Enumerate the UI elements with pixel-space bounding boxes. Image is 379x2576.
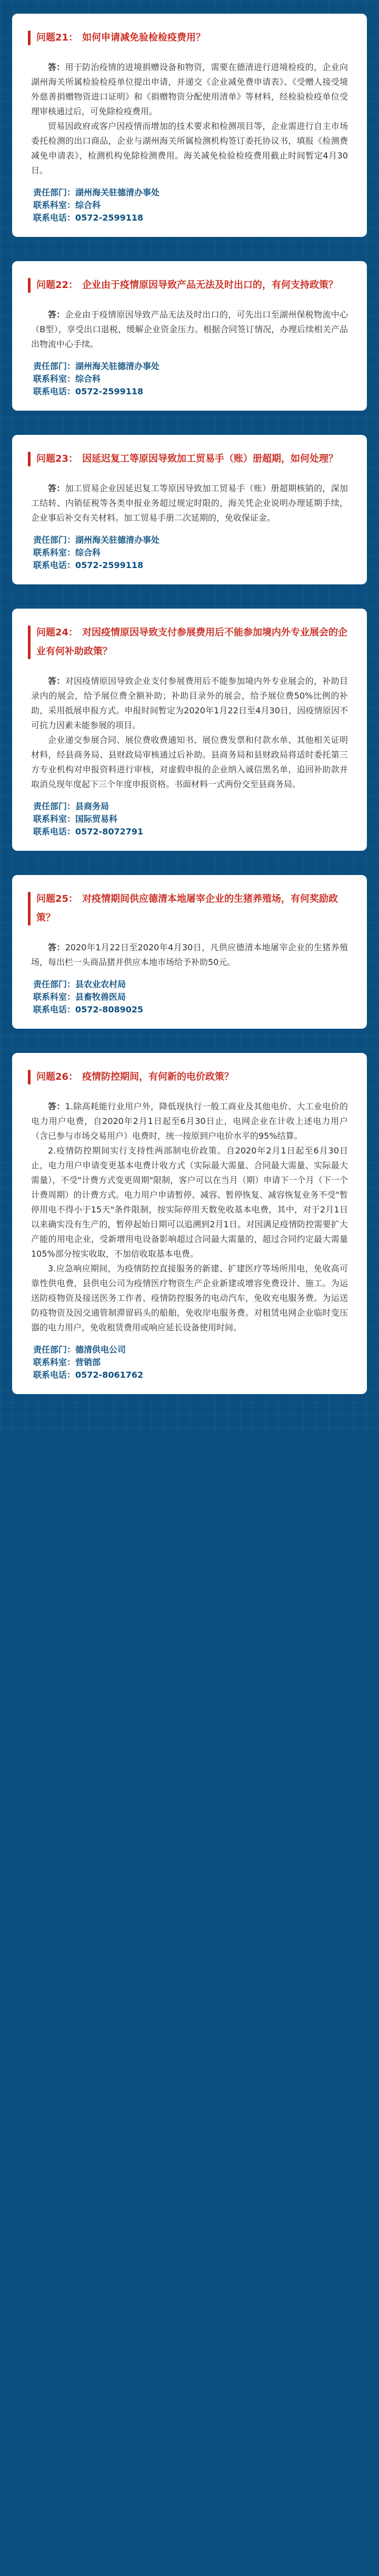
contact-key: 联系科室：	[33, 548, 76, 558]
qa-card-q21	[12, 14, 367, 237]
contact-key: 联系电话：	[33, 827, 76, 837]
answer-paragraph	[31, 733, 348, 792]
contact-value: 县畜牧兽医局	[75, 992, 126, 1002]
question-text: 因延迟复工等原因导致加工贸易手（账）册超期，如何处理？	[82, 453, 338, 464]
answer-paragraph	[31, 1143, 348, 1261]
answer-label: 答：	[48, 1101, 65, 1111]
contact-value: 德清供电公司	[75, 1345, 126, 1355]
question-heading	[28, 25, 348, 51]
question-number: 问题24：	[36, 627, 78, 638]
question-text: 如何申请减免验检检疫费用？	[82, 32, 206, 43]
question-text: 企业由于疫情原因导致产品无法及时出口的，有何支持政策？	[82, 280, 338, 291]
contact-row	[31, 813, 348, 825]
answer-paragraph	[31, 1261, 348, 1335]
qa-card-q24	[12, 609, 367, 851]
contact-row	[31, 559, 348, 572]
contact-value: 县商务局	[75, 801, 109, 811]
question-number: 问题21：	[36, 32, 78, 43]
contact-key: 联系电话：	[33, 1004, 76, 1015]
contact-row	[31, 360, 348, 373]
qa-card-q26	[12, 1053, 367, 1394]
question-text: 对疫情期间供应德清本地屠宰企业的生猪养殖场，有何奖励政策？	[36, 893, 338, 923]
contact-row	[31, 1356, 348, 1369]
contact-key: 联系电话：	[33, 1370, 76, 1380]
top-strip	[0, 0, 379, 14]
answer-body	[31, 481, 348, 525]
question-heading	[28, 887, 348, 931]
contact-key: 联系科室：	[33, 814, 76, 824]
answer-label: 答：	[48, 676, 65, 686]
contact-key: 联系电话：	[33, 213, 76, 223]
contact-row	[31, 186, 348, 199]
question-heading	[28, 1065, 348, 1090]
answer-label: 答：	[48, 310, 65, 320]
answer-paragraph	[31, 1099, 348, 1143]
contact-info	[31, 186, 348, 224]
contact-value: 湖州海关驻德清办事处	[75, 361, 160, 371]
contact-info	[31, 978, 348, 1016]
question-number: 问题25：	[36, 893, 78, 904]
contact-row	[31, 991, 348, 1003]
question-heading	[28, 620, 348, 664]
answer-text: 3.应急响应期间，为疫情防控直接服务的新建、扩建医疗等场所用电，免收高可靠性供电费，县供电公司为疫情医疗物资生产企业新建或增容免费设计、施工。为运送防疫物资及接送医务工作者、疫情防控服务的电动汽车，免收充电服务费。为运送防疫物资及因交通管制滞留码头的船舶，免收岸电服务费。对租赁电网企业临时变压器的电力用户，免收租赁费用或响应延长设备使用时间。	[31, 1264, 348, 1332]
question-number: 问题22：	[36, 280, 78, 291]
contact-value: 综合科	[75, 548, 101, 558]
contact-row	[31, 800, 348, 813]
contact-row	[31, 825, 348, 838]
contact-info	[31, 534, 348, 572]
answer-text: 企业由于疫情原因导致产品无法及时出口的，可先出口至湖州保税物流中心（B型），享受出口退税，缓解企业资金压力。根据合同签订情况，办理后续相关产品出物流中心手续。	[31, 310, 348, 349]
contact-value: 营销部	[75, 1357, 101, 1367]
question-number: 问题23：	[36, 453, 78, 464]
contact-value: 综合科	[75, 200, 101, 210]
contact-row	[31, 1369, 348, 1381]
contact-key: 责任部门：	[33, 187, 76, 197]
answer-paragraph	[31, 674, 348, 733]
answer-label: 答：	[48, 942, 65, 952]
answer-text: 2.疫情防控期间实行支持性两部制电价政策。自2020年2月1日起至6月30日止，电力用户申请变更基本电费计收方式（实际最大需量、合同最大需量、实际最大需量），不受"计费方式变更周期"限制，客户可以在当月（期）申请下一个月（下一个计费周期）的计费方式。电力用户申请暂停、减容、暂停恢复、减容恢复业务不受"暂停用电不得小于15天"条件限制，按实际停用天数免收基本电费，其中，对于2月1日以来确实没有生产的，暂停起始日期可以追溯到2月1日。对因满足疫情防控需要扩大产能的用电企业，受新增用电设备影响超过合同最大需量的，超过合同约定最大需量105%部分按实收取，不加倍收取基本电费。	[31, 1146, 348, 1259]
contact-key: 责任部门：	[33, 535, 76, 545]
contact-value: 县农业农村局	[75, 979, 126, 989]
contact-row	[31, 373, 348, 385]
question-heading	[28, 446, 348, 472]
contact-value: 0572-2599118	[75, 386, 144, 396]
contact-key: 联系科室：	[33, 992, 76, 1002]
contact-key: 责任部门：	[33, 979, 76, 989]
contact-value: 0572-8072791	[75, 827, 144, 837]
contact-row	[31, 978, 348, 991]
contact-key: 联系科室：	[33, 200, 76, 210]
answer-body	[31, 674, 348, 792]
contact-row	[31, 546, 348, 559]
contact-value: 综合科	[75, 374, 101, 384]
answer-text: 对因疫情原因导致企业支付参展费用后不能参加境内外专业展会的，补助目录内的展会，给予展位费全额补助；补助目录外的展会，给予展位费50%比例的补助，采用抵展申报方式。申报时间暂定为2020年1月22日至4月30日，因疫情原因不可抗力因素未能参展的项目。	[31, 676, 348, 730]
contact-key: 联系电话：	[33, 560, 76, 570]
contact-row	[31, 199, 348, 212]
answer-paragraph	[31, 940, 348, 970]
answer-label: 答：	[48, 62, 65, 72]
qa-card-q25	[12, 875, 367, 1029]
answer-paragraph	[31, 307, 348, 352]
contact-row	[31, 385, 348, 398]
contact-key: 联系科室：	[33, 1357, 76, 1367]
question-text: 对因疫情原因导致支付参展费用后不能参加境内外专业展会的企业有何补助政策？	[36, 627, 348, 657]
answer-text: 贸易因政府或客户因疫情而增加的技术要求和检测项目等，企业需进行自主市场委托检测的出口商品，企业与湖州海关所属检测机构签订委托协议书，填报《检测费减免申请表》，检测机构免除检测费用。海关减免检验检疫费用截止时间暂定4月30日。	[31, 121, 348, 175]
contact-value: 湖州海关驻德清办事处	[75, 187, 160, 197]
contact-key: 责任部门：	[33, 361, 76, 371]
qa-card-q22	[12, 261, 367, 411]
answer-paragraph	[31, 60, 348, 119]
contact-value: 0572-8061762	[75, 1370, 144, 1380]
question-text: 疫情防控期间，有何新的电价政策？	[82, 1071, 234, 1082]
contact-value: 国际贸易科	[75, 814, 118, 824]
answer-label: 答：	[48, 483, 65, 493]
answer-text: 2020年1月22日至2020年4月30日，凡供应德清本地屠宰企业的生猪养殖场，每出栏一头商品猪并供应本地市场给予补助50元。	[31, 942, 348, 967]
contact-key: 责任部门：	[33, 1345, 76, 1355]
contact-row	[31, 1344, 348, 1356]
contact-value: 0572-8089025	[75, 1004, 144, 1015]
answer-text: 1.除高耗能行业用户外，降低现执行一般工商业及其他电价、大工业电价的电力用户电费，自2020年2月1日起至6月30日止，电网企业在计收上述电力用户（含已参与市场交易用户）电费时，统一按原到户电价水平的95%结算。	[31, 1101, 348, 1141]
answer-text: 企业递交参展合同、展位费收费通知书、展位费发票和付款水单、其他相关证明材料，经县商务局、县财政局审核通过后补助。县商务局和县财政局将适时委托第三方专业机构对申报资料进行审核，对虚假申报的企业纳入诚信黑名单，追回补助款并取消兑现年度起下三个年度申报资格。书面材料一式两份交至县商务局。	[31, 735, 348, 789]
contact-row	[31, 1003, 348, 1016]
answer-body	[31, 1099, 348, 1335]
answer-body	[31, 940, 348, 970]
answer-paragraph	[31, 481, 348, 525]
answer-paragraph	[31, 119, 348, 178]
question-number: 问题26：	[36, 1071, 78, 1082]
contact-info	[31, 1344, 348, 1381]
answer-text: 加工贸易企业因延迟复工等原因导致加工贸易手（账）册超期核销的，深加工结转、内销征税等各类申报业务超过规定时限的，海关凭企业说明办理延期手续，企业事后补交有关材料。加工贸易手册二次延期的，免收保证金。	[31, 483, 348, 523]
contact-value: 0572-2599118	[75, 213, 144, 223]
contact-info	[31, 800, 348, 838]
contact-row	[31, 534, 348, 546]
answer-body	[31, 307, 348, 352]
contact-info	[31, 360, 348, 398]
contact-key: 联系科室：	[33, 374, 76, 384]
contact-key: 联系电话：	[33, 386, 76, 396]
qa-card-list	[0, 14, 379, 1394]
answer-text: 用于防治疫情的进境捐赠设备和物资，需要在德清进行进境检疫的，企业向湖州海关所属检验检疫单位提出申请，并递交《企业减免费申请表》、《受赠人接受境外慈善捐赠物资进口证明》和《捐赠物资分配使用清单》等材料，经检验检疫单位受理审核通过后，可免除检疫费用。	[31, 62, 348, 116]
question-heading	[28, 273, 348, 298]
answer-body	[31, 60, 348, 178]
contact-value: 湖州海关驻德清办事处	[75, 535, 160, 545]
contact-key: 责任部门：	[33, 801, 76, 811]
contact-value: 0572-2599118	[75, 560, 144, 570]
contact-row	[31, 212, 348, 224]
qa-card-q23	[12, 435, 367, 584]
